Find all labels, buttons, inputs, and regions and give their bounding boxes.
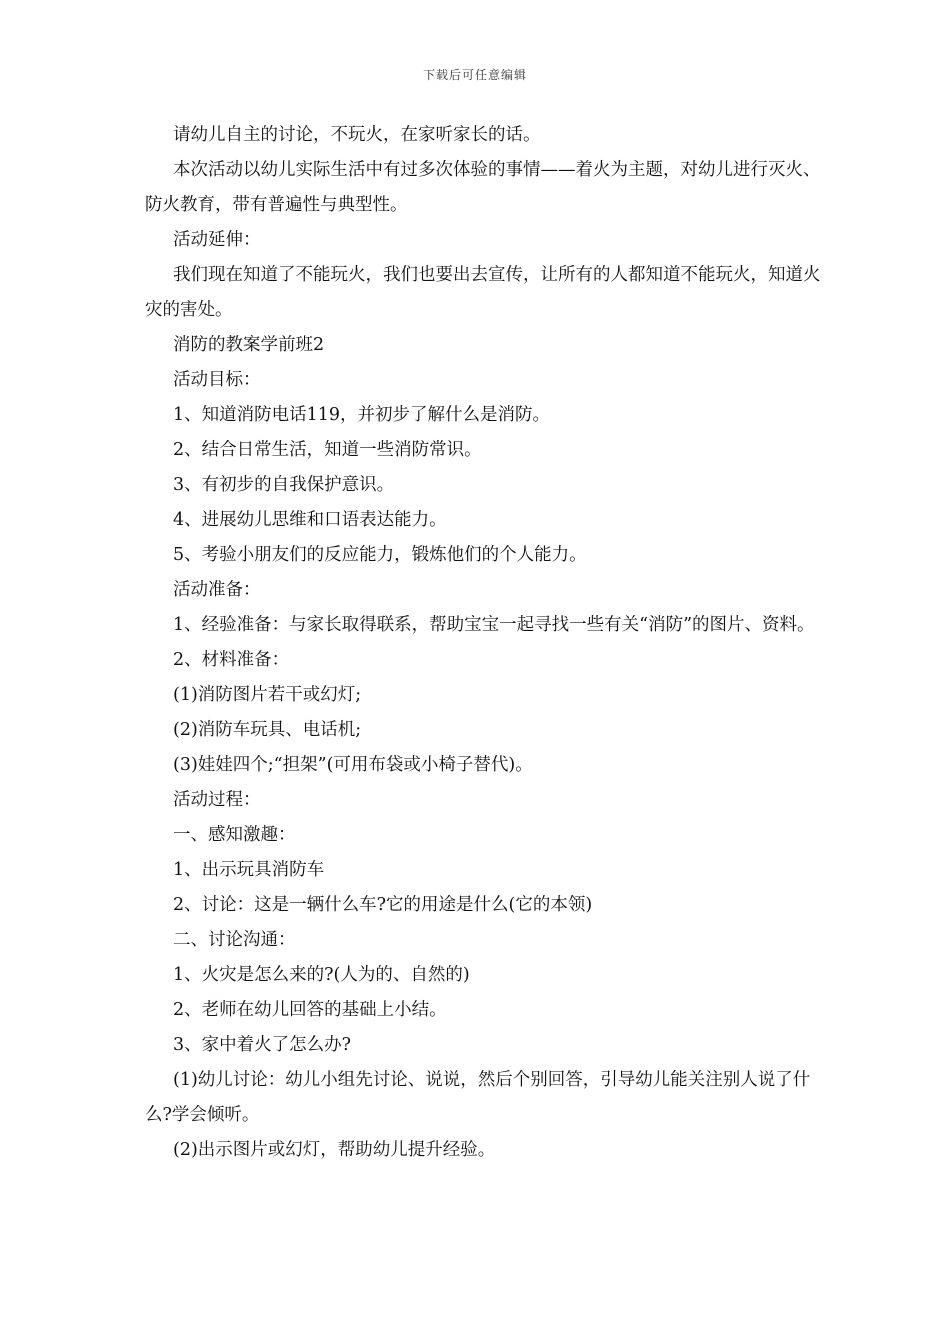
list-item: 1、火灾是怎么来的?(人为的、自然的) [173,965,470,985]
document-body [145,118,835,1168]
paragraph: 我们现在知道了不能玩火，我们也要出去宣传，让所有的人都知道不能玩火，知道火灾的害处。 [145,265,821,320]
paragraph: 本次活动以幼儿实际生活中有过多次体验的事情——着火为主题，对幼儿进行灭火、防火教育，带有普遍性与典型性。 [145,160,821,215]
list-item: 2、结合日常生活，知道一些消防常识。 [173,440,482,460]
list-item: 1、知道消防电话119，并初步了解什么是消防。 [173,405,551,425]
list-item: (2)出示图片或幻灯，帮助幼儿提升经验。 [173,1140,496,1160]
list-item: 3、家中着火了怎么办? [173,1035,352,1055]
list-item: 2、老师在幼儿回答的基础上小结。 [173,1000,447,1020]
list-item: (3)娃娃四个;“担架”(可用布袋或小椅子替代)。 [173,755,533,775]
section-heading: 活动过程： [173,790,261,810]
list-item: 1、出示玩具消防车 [173,860,325,880]
document-title: 消防的教案学前班2 [173,335,325,355]
paragraph: 请幼儿自主的讨论，不玩火，在家听家长的话。 [173,125,541,145]
page-header: 下载后可任意编辑 [422,68,527,82]
list-item: 1、经验准备：与家长取得联系，帮助宝宝一起寻找一些有关“消防”的图片、资料。 [173,615,815,635]
section-heading: 活动目标： [173,370,261,390]
sub-heading: 一、感知激趣： [173,825,296,845]
list-item: 3、有初步的自我保护意识。 [173,475,395,495]
sub-heading: 二、讨论沟通： [173,930,296,950]
list-item: 2、讨论：这是一辆什么车?它的用途是什么(它的本领) [173,895,593,915]
list-item: 4、进展幼儿思维和口语表达能力。 [173,510,447,530]
list-item: 5、考验小朋友们的反应能力，锻炼他们的个人能力。 [173,545,587,565]
section-heading: 活动准备： [173,580,261,600]
list-item: (1)幼儿讨论：幼儿小组先讨论、说说，然后个别回答，引导幼儿能关注别人说了什么?学会倾听。 [145,1070,811,1125]
section-heading: 活动延伸： [173,230,261,250]
list-item: (2)消防车玩具、电话机; [173,720,362,740]
list-item: 2、材料准备： [173,650,290,670]
list-item: (1)消防图片若干或幻灯; [173,685,362,705]
